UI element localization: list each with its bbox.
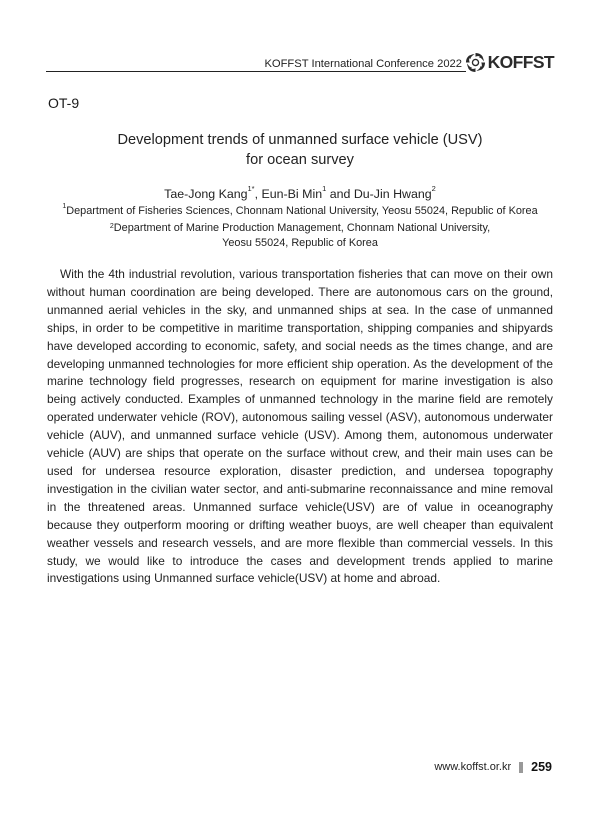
page-number: 259 [531,760,552,774]
affiliation-text: Department of Marine Production Management, Chonnam National University, [113,222,491,234]
running-header [46,50,554,74]
footer-divider [519,762,523,773]
page-footer [434,760,552,774]
affiliation-2 [0,221,600,251]
affiliation-mark: 2 [109,223,114,230]
author-name: Du-Jin Hwang [353,187,432,201]
koffst-logo [465,51,554,73]
abstract-code: OT-9 [48,95,80,111]
header-rule [46,71,466,72]
author-list [0,184,600,201]
conference-name: KOFFST International Conference 2022 [264,58,462,70]
paper-title [0,130,600,170]
author-affiliation-mark: 1* [247,184,255,193]
affiliation-mark: 1 [62,203,67,210]
author-separator: and [326,187,354,201]
abstract-body: With the 4th industrial revolution, various transportation fisheries that can move on their own without human coordination are being developed. There are autonomous cars on the ground, unmanned aerial vehicles in the sky, and unmanned ships at sea. In the case of unmanned ships, in order to be competitive in maritime transportation, shipping companies and shipyards have developed according to economic, safety, and social needs as the times change, and are developing unmanned technologies for more efficient ship operation. As the development of the marine technology field progresses, research on equipment for marine investigation is also being actively conducted. Examples of unmanned technology in the marine field are remotely operated underwater vehicle (ROV), autonomous sailing vessel (ASV), autonomous underwater vehicle (AUV), and unmanned surface vehicle (USV). Among them, autonomous underwater vehicle (AUV) are ships that operate on the surface without crew, and their main uses can be used for undersea resource exploration, disaster prediction, and undersea topography investigation in the civilian water sector, and anti-submarine reconnaissance and mine removal in the threatened areas. Unmanned surface vehicle(USV) are of value in oceanography because they outperform mooring or drifting weather buoys, are well cheaper than equivalent weather vessels and research vessels, and are more flexible than commercial vessels. In this study, we would like to introduce the cases and development trends applied to marine investigations using Unmanned surface vehicle(USV) at home and abroad. [47,267,553,586]
author-name: Eun-Bi Min [261,187,323,201]
koffst-swirl-icon [465,52,486,73]
affiliation-text: Department of Fisheries Sciences, Chonnam National University, Yeosu 55024, Republic of Korea [66,205,538,217]
author-name: Tae-Jong Kang [164,187,248,201]
author-affiliation-mark: 1 [322,184,327,193]
footer-url[interactable]: www.koffst.or.kr [434,761,512,773]
affiliation-1 [0,205,600,217]
title-line-2: for ocean survey [246,152,354,168]
logo-wordmark: KOFFST [487,51,554,72]
author-affiliation-mark: 2 [431,184,436,193]
title-line-1: Development trends of unmanned surface vehicle (USV) [117,132,483,148]
author-separator: , [254,187,262,201]
affiliation-text-line-2: Yeosu 55024, Republic of Korea [222,237,378,249]
